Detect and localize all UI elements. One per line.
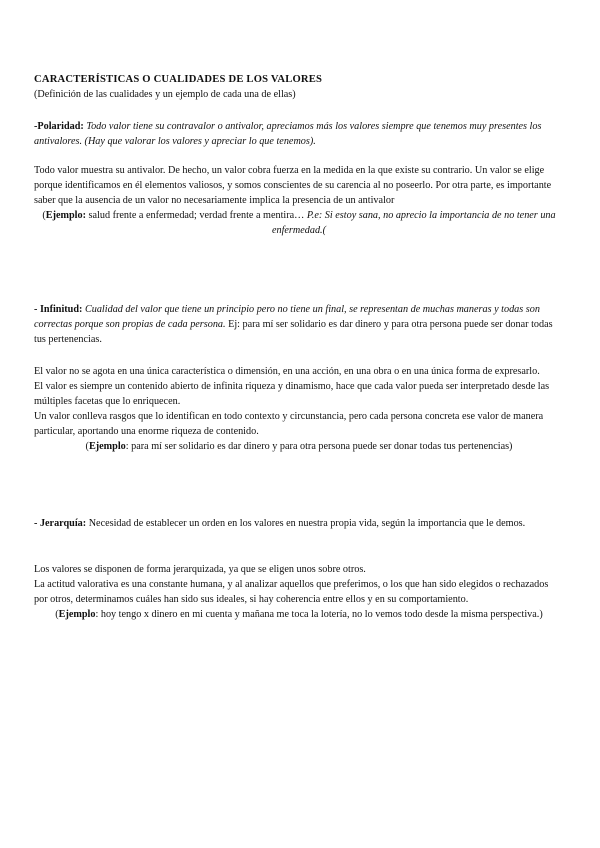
section-term: - Jerarquía: [34, 518, 87, 529]
section-definition-text: Todo valor tiene su contravalor o antivalor, apreciamos más los valores siempre que tenemos muy presentes los antivalores. (Hay que valorar los valores y apreciar lo que tenemos). [34, 121, 542, 147]
section-definition-text: Cualidad del valor que tiene un principio pero no tiene un final, se representan de muchas maneras y todas son correctas porque son propias de cada persona. [34, 304, 540, 330]
document-title: CARACTERÍSTICAS O CUALIDADES DE LOS VALORES [34, 74, 323, 85]
section-jerarquia-body [34, 562, 564, 622]
section-paragraph: La actitud valorativa es una constante humana, y al analizar aquellos que preferimos, o los que han sido elegidos o rechazados por otros, determinamos cuáles han sido sus ideales, si hay coherencia entre ellos y en su comportamiento. [34, 579, 549, 605]
section-polaridad [34, 119, 564, 149]
section-paragraph: Todo valor muestra su antivalor. De hecho, un valor cobra fuerza en la medida en la que existe su contrario. Un valor se elige porque identificamos en él elementos valiosos, y somos conscientes de su carencia al no poseerlo. Por otra parte, es importante saber que la ausencia de un valor no necesariamente implica la presencia de un antivalor [34, 165, 552, 206]
example-label: Ejemplo [88, 441, 126, 452]
section-definition [34, 119, 564, 149]
example-label: Ejemplo [58, 609, 96, 620]
section-definition [34, 516, 564, 531]
example-italic: P.e: Si estoy sana, no aprecio la importancia de no tener una enfermedad.( [271, 210, 556, 236]
section-definition [34, 302, 564, 347]
example-text: salud frente a enfermedad; verdad frente a mentira… [85, 210, 305, 221]
section-paragraph: El valor no se agota en una única característica o dimensión, en una acción, en una obra o en una única forma de expresarlo. [34, 366, 540, 377]
example-text: : hoy tengo x dinero en mi cuenta y mañana me toca la lotería, no lo vemos todo desde la misma perspectiva.) [95, 609, 543, 620]
section-example: (Ejemplo: hoy tengo x dinero en mi cuenta y mañana me toca la lotería, no lo vemos todo desde la misma perspectiva.) [55, 609, 543, 620]
section-infinitud-body [34, 364, 564, 454]
section-example: (Ejemplo: salud frente a enfermedad; verdad frente a mentira… P.e: Si estoy sana, no aprecio la importancia de no tener una enfermedad.( [42, 210, 556, 236]
section-jerarquia [34, 516, 564, 531]
section-paragraph: Los valores se disponen de forma jerarquizada, ya que se eligen unos sobre otros. [34, 564, 366, 575]
section-term: -Polaridad: [34, 121, 84, 132]
example-text: : para mí ser solidario es dar dinero y para otra persona puede ser donar todas tus pertenencias) [125, 441, 513, 452]
section-infinitud [34, 302, 564, 347]
example-label: Ejemplo: [45, 210, 86, 221]
section-paragraph: Un valor conlleva rasgos que lo identifican en todo contexto y circunstancia, pero cada persona concreta ese valor de manera particular, aportando una enorme riqueza de contenido. [34, 411, 544, 437]
section-example: (Ejemplo: para mí ser solidario es dar dinero y para otra persona puede ser donar todas tus pertenencias) [85, 441, 513, 452]
section-polaridad-body [34, 163, 564, 238]
document-subtitle: (Definición de las cualidades y un ejemplo de cada una de ellas) [34, 89, 296, 100]
section-paragraph: El valor es siempre un contenido abierto de infinita riqueza y dinamismo, hace que cada valor pueda ser interpretado desde las múltiples facetas que lo enriquecen. [34, 381, 550, 407]
section-definition-tail: Ej: para mí ser solidario es dar dinero y para otra persona puede ser donar todas tus pertenencias. [34, 319, 553, 345]
document-header [34, 72, 564, 102]
section-definition-tail: Necesidad de establecer un orden en los valores en nuestra propia vida, según la importancia que le demos. [86, 518, 526, 529]
section-term: - Infinitud: [34, 304, 83, 315]
